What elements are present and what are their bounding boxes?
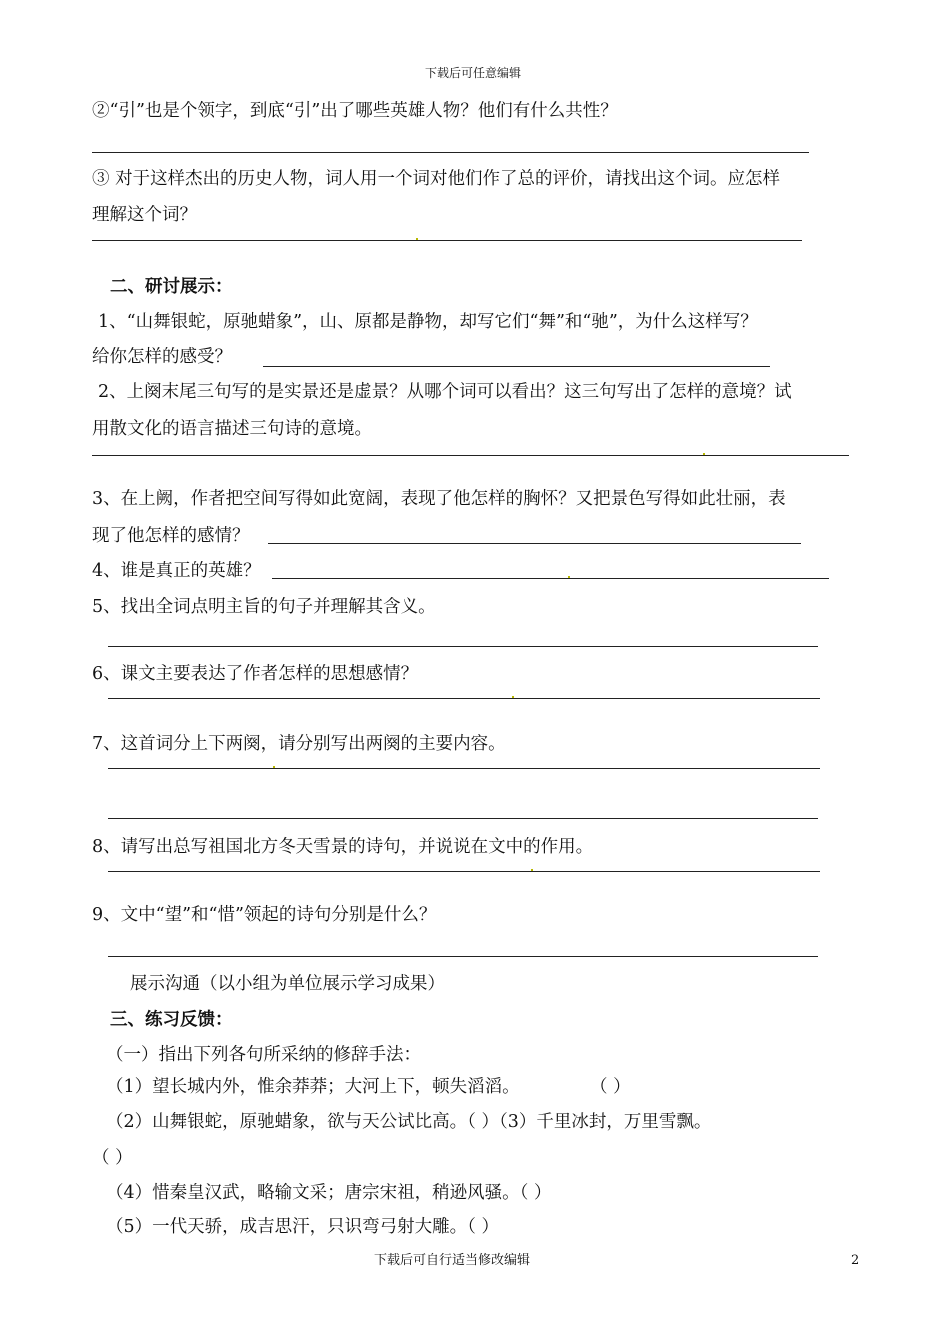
section-title-practice: 三、练习反馈： <box>110 1010 233 1030</box>
stray-dot <box>416 238 418 240</box>
stray-dot <box>273 766 275 768</box>
display-communication-note: 展示沟通（以小组为单位展示学习成果） <box>130 974 445 994</box>
discussion-q5: 5、找出全词点明主旨的句子并理解其含义。 <box>92 597 436 617</box>
discussion-q7: 7、这首词分上下两阕，请分别写出两阕的主要内容。 <box>92 734 506 754</box>
discussion-q1-line2: 给你怎样的感受？ <box>92 347 232 367</box>
practice-intro: （一）指出下列各句所采纳的修辞手法： <box>106 1045 421 1065</box>
discussion-q9: 9、文中“望”和“惜”领起的诗句分别是什么？ <box>92 905 437 925</box>
discussion-q2-line2: 用散文化的语言描述三句诗的意境。 <box>92 419 372 439</box>
answer-line <box>268 543 801 544</box>
practice-item-2-3: （2）山舞银蛇，原驰蜡象，欲与天公试比高。（ ）（3）千里冰封，万里雪飘。 <box>106 1112 712 1132</box>
answer-line <box>108 768 820 769</box>
stray-dot <box>512 696 514 698</box>
discussion-q6: 6、课文主要表达了作者怎样的思想感情？ <box>92 664 419 684</box>
answer-line <box>108 871 820 872</box>
answer-line <box>92 240 802 241</box>
answer-line <box>108 818 818 819</box>
answer-line <box>108 698 820 699</box>
discussion-q8: 8、请写出总写祖国北方冬天雪景的诗句，并说说在文中的作用。 <box>92 837 594 857</box>
question-3-line2: 理解这个词？ <box>92 205 197 225</box>
practice-item-1: （1）望长城内外，惟余莽莽；大河上下，顿失滔滔。 <box>106 1077 520 1097</box>
discussion-q1-line1: 1、“山舞银蛇，原驰蜡象”，山、原都是静物，却写它们“舞”和“驰”，为什么这样写？ <box>98 312 758 332</box>
discussion-q3-line2: 现了他怎样的感情？ <box>92 526 250 546</box>
discussion-q3-line1: 3、在上阙，作者把空间写得如此宽阔，表现了他怎样的胸怀？又把景色写得如此壮丽，表 <box>92 489 786 509</box>
answer-line <box>108 646 818 647</box>
practice-item-4: （4）惜秦皇汉武，略输文采；唐宗宋祖，稍逊风骚。（ ） <box>106 1183 552 1203</box>
stray-dot <box>531 869 533 871</box>
question-2-lead-hero: ②“引”也是个领字，到底“引”出了哪些英雄人物？他们有什么共性？ <box>92 101 618 121</box>
discussion-q4: 4、谁是真正的英雄？ <box>92 561 261 581</box>
answer-line <box>92 152 809 153</box>
section-title-discussion: 二、研讨展示： <box>110 277 233 297</box>
practice-item-1-blank: （ ） <box>590 1077 631 1097</box>
stray-dot <box>703 453 705 455</box>
answer-line <box>108 956 818 957</box>
page-header: 下载后可任意编辑 <box>425 66 522 80</box>
discussion-q2-line1: 2、上阕末尾三句写的是实景还是虚景？从哪个词可以看出？这三句写出了怎样的意境？试 <box>98 382 792 402</box>
stray-dot <box>568 576 570 578</box>
answer-line <box>263 366 770 367</box>
practice-item-5: （5）一代天骄，成吉思汗，只识弯弓射大雕。（ ） <box>106 1217 499 1237</box>
page-footer: 下载后可自行适当修改编辑 <box>374 1253 531 1268</box>
answer-line <box>92 455 849 456</box>
practice-item-3-blank: （ ） <box>92 1148 133 1168</box>
answer-line <box>272 578 829 579</box>
question-3-line1: ③ 对于这样杰出的历史人物，词人用一个词对他们作了总的评价，请找出这个词。应怎样 <box>92 169 781 189</box>
page-number: 2 <box>851 1253 860 1268</box>
